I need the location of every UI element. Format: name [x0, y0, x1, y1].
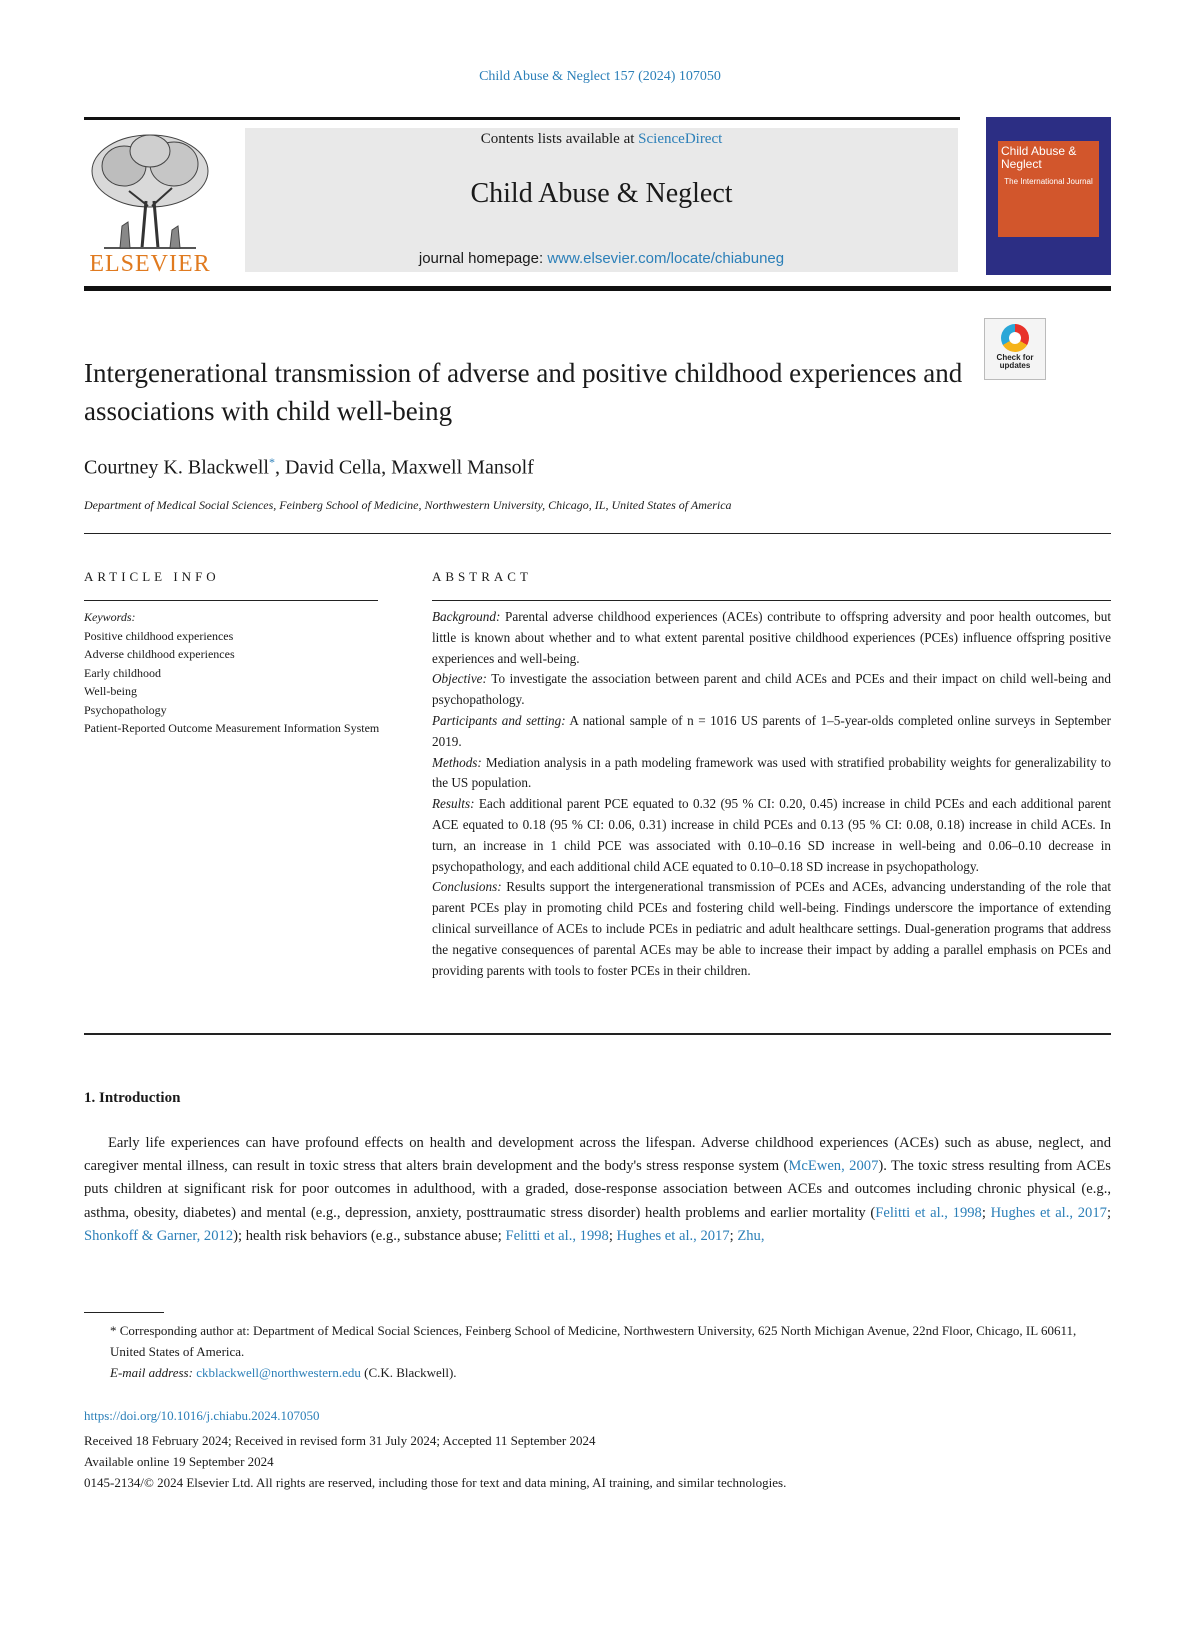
keyword-item: Adverse childhood experiences: [84, 647, 235, 661]
section-rule: [84, 533, 1111, 534]
header-bottom-rule: [84, 286, 1111, 291]
email-suffix: (C.K. Blackwell).: [360, 1365, 457, 1380]
homepage-prefix: journal homepage:: [418, 250, 548, 267]
author-affiliation: Department of Medical Social Sciences, Feinberg School of Medicine, Northwestern University, Chicago, IL, United States of America: [84, 498, 732, 512]
journal-citation[interactable]: Child Abuse & Neglect 157 (2024) 107050: [479, 69, 721, 84]
publication-history: [84, 1430, 786, 1493]
citation-link[interactable]: Hughes et al., 2017: [616, 1227, 730, 1244]
keyword-item: Early childhood: [84, 665, 161, 680]
keyword-item: Patient-Reported Outcome Measurement Information System: [84, 721, 380, 735]
keyword-item: Well-being: [84, 684, 138, 698]
author-name[interactable]: Maxwell Mansolf: [391, 456, 534, 479]
body-text: ;: [729, 1227, 738, 1244]
received-dates: Received 18 February 2024; Received in revised form 31 July 2024; Accepted 11 September 2024: [84, 1433, 596, 1448]
abstract-body: [432, 607, 1111, 981]
header-top-rule: [84, 117, 960, 120]
citation-link[interactable]: Felitti et al., 1998: [505, 1227, 609, 1244]
abstract-end-rule: [84, 1033, 1111, 1035]
journal-title[interactable]: Child Abuse & Neglect: [470, 178, 733, 209]
keywords-label: Keywords:: [84, 610, 136, 624]
corresponding-author-mark[interactable]: *: [268, 455, 275, 469]
body-text: ;: [1106, 1204, 1111, 1221]
author-name[interactable]: David Cella: [284, 456, 382, 479]
corresponding-author-note: * Corresponding author at: Department of Medical Social Sciences, Feinberg School of Medicine, Northwestern University, 625 North Michigan Avenue, 22nd Floor, Chicago, IL 60611, United States of America.: [110, 1323, 1077, 1359]
cover-subtitle: The International Journal: [1004, 177, 1093, 186]
citation-link[interactable]: McEwen, 2007: [788, 1158, 879, 1175]
body-text: ;: [608, 1227, 617, 1244]
keyword-item: Psychopathology: [84, 702, 167, 717]
abstract-methods: Methods: Mediation analysis in a path modeling framework was used with stratified probability weights for generalizability to the US population.: [432, 754, 1111, 791]
abstract-participants: Participants and setting: A national sample of n = 1016 US parents of 1–5-year-olds completed online surveys in September 2019.: [432, 712, 1111, 749]
doi-link[interactable]: https://doi.org/10.1016/j.chiabu.2024.107050: [84, 1408, 320, 1423]
author-name[interactable]: Courtney K. Blackwell: [84, 456, 269, 479]
elsevier-logo[interactable]: [84, 126, 216, 276]
abstract-rule: [432, 600, 1111, 601]
citation-link[interactable]: Hughes et al., 2017: [990, 1204, 1107, 1221]
check-for-updates-label: Check for updates: [996, 353, 1034, 370]
citation-link[interactable]: Felitti et al., 1998: [875, 1204, 982, 1221]
article-info-rule: [84, 600, 378, 601]
check-for-updates-badge[interactable]: [984, 318, 1046, 380]
contents-prefix: Contents lists available at: [480, 131, 639, 147]
article-title: Intergenerational transmission of adverse and positive childhood experiences and associations with child well-being: [84, 358, 963, 426]
body-text: ;: [981, 1204, 991, 1221]
introduction-paragraph: [84, 1132, 1111, 1248]
body-text: ); health risk behaviors (e.g., substance abuse;: [233, 1227, 506, 1244]
citation-link[interactable]: Shonkoff & Garner, 2012: [84, 1227, 234, 1244]
keywords-list: [84, 608, 384, 738]
email-label: E-mail address:: [110, 1365, 193, 1380]
footnotes: [84, 1320, 1111, 1383]
crossmark-icon: [1001, 324, 1029, 352]
email-note: [84, 1362, 1111, 1383]
elsevier-wordmark: ELSEVIER: [89, 251, 211, 276]
keyword-item: Positive childhood experiences: [84, 628, 234, 643]
copyright-line: 0145-2134/© 2024 Elsevier Ltd. All rights are reserved, including those for text and data mining, AI training, and similar technologies.: [84, 1475, 787, 1490]
article-info-heading: ARTICLE INFO: [84, 569, 220, 584]
available-online: Available online 19 September 2024: [84, 1454, 274, 1469]
body-text: ). The toxic stress resulting from ACEs puts children at significant risk for poor outcomes in adulthood, with a graded, dose-response association between ACEs and outcomes including chronic physical (e.g., asthma, obesity, diabetes) and mental (e.g., depression, anxiety, posttraumatic stress disorder) health problems and earlier mortality (: [84, 1158, 1111, 1221]
abstract-conclusions: Conclusions: Results support the intergenerational transmission of PCEs and ACEs, advancing understanding of the role that parent PCEs play in promoting child PCEs and fostering child well-being. Findings underscore the importance of extending clinical surveillance of ACEs to include PCEs in pediatric and adult healthcare settings. Dual-generation programs that address the negative consequences of parental ACEs may be able to increase their impact by adding a parallel emphasis on PCEs and providing parents with tools to foster PCEs in their children.: [432, 879, 1111, 978]
citation-link[interactable]: Zhu,: [737, 1227, 765, 1244]
abstract-results: Results: Each additional parent PCE equated to 0.32 (95 % CI: 0.20, 0.45) increase in child PCEs and each additional parent ACE equated to 0.18 (95 % CI: 0.06, 0.31) increase in child PCEs and 0.13 (95 % CI: 0.08, 0.18) increase in child ACEs. In turn, an increase in 1 child PCE was associated with 0.10–0.16 SD increase in well-being and 0.06–0.10 decrease in psychopathology, and each additional child ACE equated to 0.10–0.18 SD increase in psychopathology.: [432, 796, 1111, 874]
cover-title-panel: [998, 141, 1099, 237]
abstract-background: Background: Parental adverse childhood experiences (ACEs) contribute to offspring adversity and poor health outcomes, but little is known about whether and to what extent parental positive childhood experiences (PCEs) influence offspring positive experiences and well-being.: [432, 609, 1111, 666]
journal-masthead: [245, 128, 958, 272]
author-list: Courtney K. Blackwell*, David Cella, Maxwell Mansolf: [84, 455, 534, 479]
abstract-objective: Objective: To investigate the association between parent and child ACEs and PCEs and their impact on child well-being and psychopathology.: [432, 671, 1111, 708]
body-text: Early life experiences can have profound effects on health and development across the lifespan. Adverse childhood experiences (ACEs) such as abuse, neglect, and caregiver mental illness, can result in toxic stress that alters brain development and the body's stress response system (: [84, 1135, 1111, 1175]
introduction-heading: 1. Introduction: [84, 1090, 181, 1106]
cover-title: Child Abuse & Neglect: [1001, 144, 1077, 171]
homepage-line: [245, 250, 958, 267]
sciencedirect-link[interactable]: ScienceDirect: [638, 131, 723, 147]
journal-homepage-link[interactable]: www.elsevier.com/locate/chiabuneg: [547, 250, 785, 267]
abstract-heading: ABSTRACT: [432, 569, 532, 584]
contents-line: [245, 131, 958, 148]
footnote-rule: [84, 1312, 164, 1313]
email-link[interactable]: ckblackwell@northwestern.edu: [196, 1365, 361, 1380]
elsevier-tree-icon: [84, 126, 216, 276]
journal-cover-image[interactable]: [986, 117, 1111, 275]
